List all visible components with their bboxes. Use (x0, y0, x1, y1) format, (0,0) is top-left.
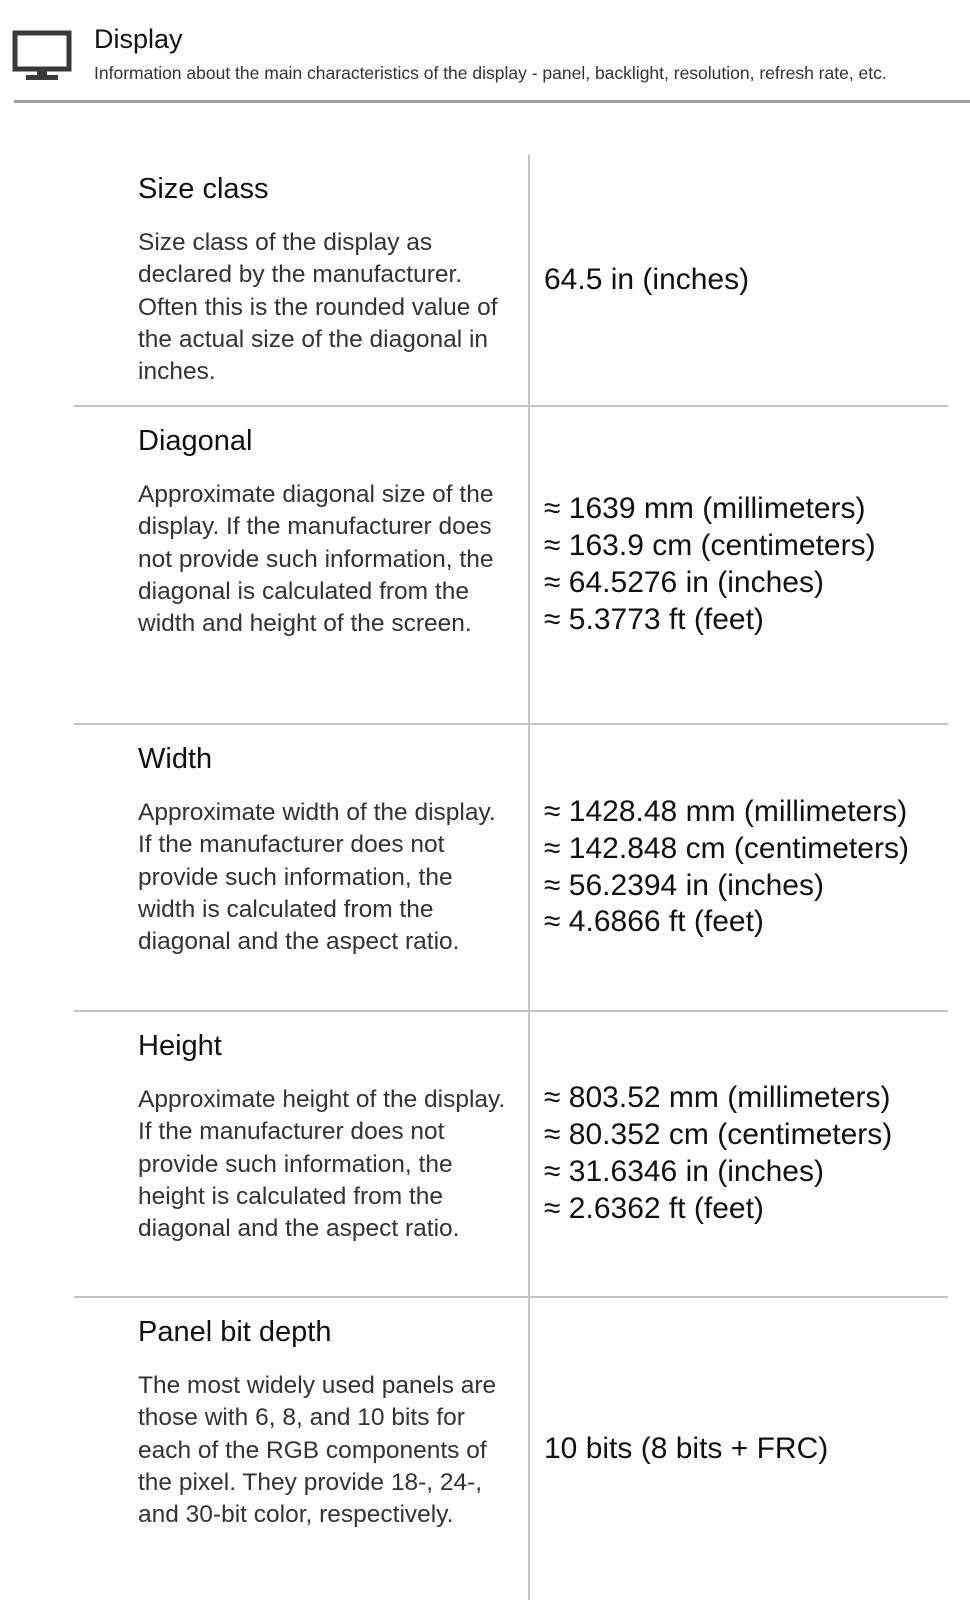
spec-value: 10 bits (8 bits + FRC) (544, 1431, 829, 1465)
spec-name: Size class (138, 173, 269, 205)
spec-name: Width (138, 743, 213, 775)
spec-value: 64.5 in (inches) (544, 262, 750, 296)
section-header (0, 0, 970, 103)
spec-row-diagonal (74, 407, 948, 725)
spec-value: ≈ 163.9 cm (centimeters) (544, 529, 876, 563)
spec-name: Diagonal (138, 425, 253, 457)
spec-row-height (74, 1012, 948, 1298)
spec-value: ≈ 80.352 cm (centimeters) (544, 1118, 893, 1152)
spec-row-size-class (74, 155, 948, 407)
spec-row-width (74, 725, 948, 1012)
spec-description: Approximate height of the display. If the manufacturer does not provide such information, the height is calculated from the diagonal and the aspect ratio. (138, 1086, 506, 1243)
spec-values (544, 1080, 892, 1227)
spec-value: ≈ 2.6362 ft (feet) (544, 1191, 764, 1225)
spec-value: ≈ 1428.48 mm (millimeters) (544, 794, 908, 828)
spec-label-cell (74, 155, 530, 405)
spec-value: ≈ 31.6346 in (inches) (544, 1155, 824, 1188)
spec-value: ≈ 803.52 mm (millimeters) (544, 1081, 891, 1115)
section-subtitle: Information about the main characteristics of the display - panel, backlight, resolution, refresh rate, etc. (94, 63, 887, 83)
spec-label-cell (74, 1012, 530, 1296)
spec-value: ≈ 1639 mm (millimeters) (544, 492, 866, 526)
spec-name: Panel bit depth (138, 1316, 332, 1348)
spec-label-cell (74, 725, 530, 1010)
spec-value-cell (530, 1012, 948, 1296)
spec-table (74, 155, 948, 1600)
section-title: Display (94, 24, 183, 54)
spec-description: Size class of the display as declared by the manufacturer. Often this is the rounded value of the actual size of the diagonal in inches. (138, 229, 498, 386)
spec-value: ≈ 64.5276 in (inches) (544, 566, 824, 599)
spec-value: ≈ 142.848 cm (centimeters) (544, 831, 909, 865)
spec-value: ≈ 56.2394 in (inches) (544, 868, 824, 902)
spec-value: ≈ 5.3773 ft (feet) (544, 602, 764, 636)
spec-row-panel-bit-depth (74, 1298, 948, 1600)
spec-value-cell (530, 725, 948, 1010)
spec-value-cell (530, 1298, 948, 1600)
spec-values (544, 1431, 828, 1468)
spec-value-cell (530, 407, 948, 723)
spec-values (544, 262, 749, 299)
spec-description: Approximate diagonal size of the display. If the manufacturer does not provide such information, the diagonal is calculated from the width and height of the screen. (138, 481, 494, 638)
monitor-icon (12, 30, 74, 84)
spec-values (544, 794, 909, 941)
spec-value-cell (530, 155, 948, 405)
spec-value: ≈ 4.6866 ft (feet) (544, 905, 764, 939)
spec-description: Approximate width of the display. If the manufacturer does not provide such information, the width is calculated from the diagonal and the aspect ratio. (138, 799, 496, 956)
header-divider (14, 100, 970, 103)
spec-label-cell (74, 1298, 530, 1600)
spec-label-cell (74, 407, 530, 723)
spec-name: Height (138, 1030, 222, 1062)
spec-values (544, 491, 876, 638)
spec-description: The most widely used panels are those with 6, 8, and 10 bits for each of the RGB components of the pixel. They provide 18-, 24-, and 30-bit color, respectively. (138, 1372, 497, 1529)
